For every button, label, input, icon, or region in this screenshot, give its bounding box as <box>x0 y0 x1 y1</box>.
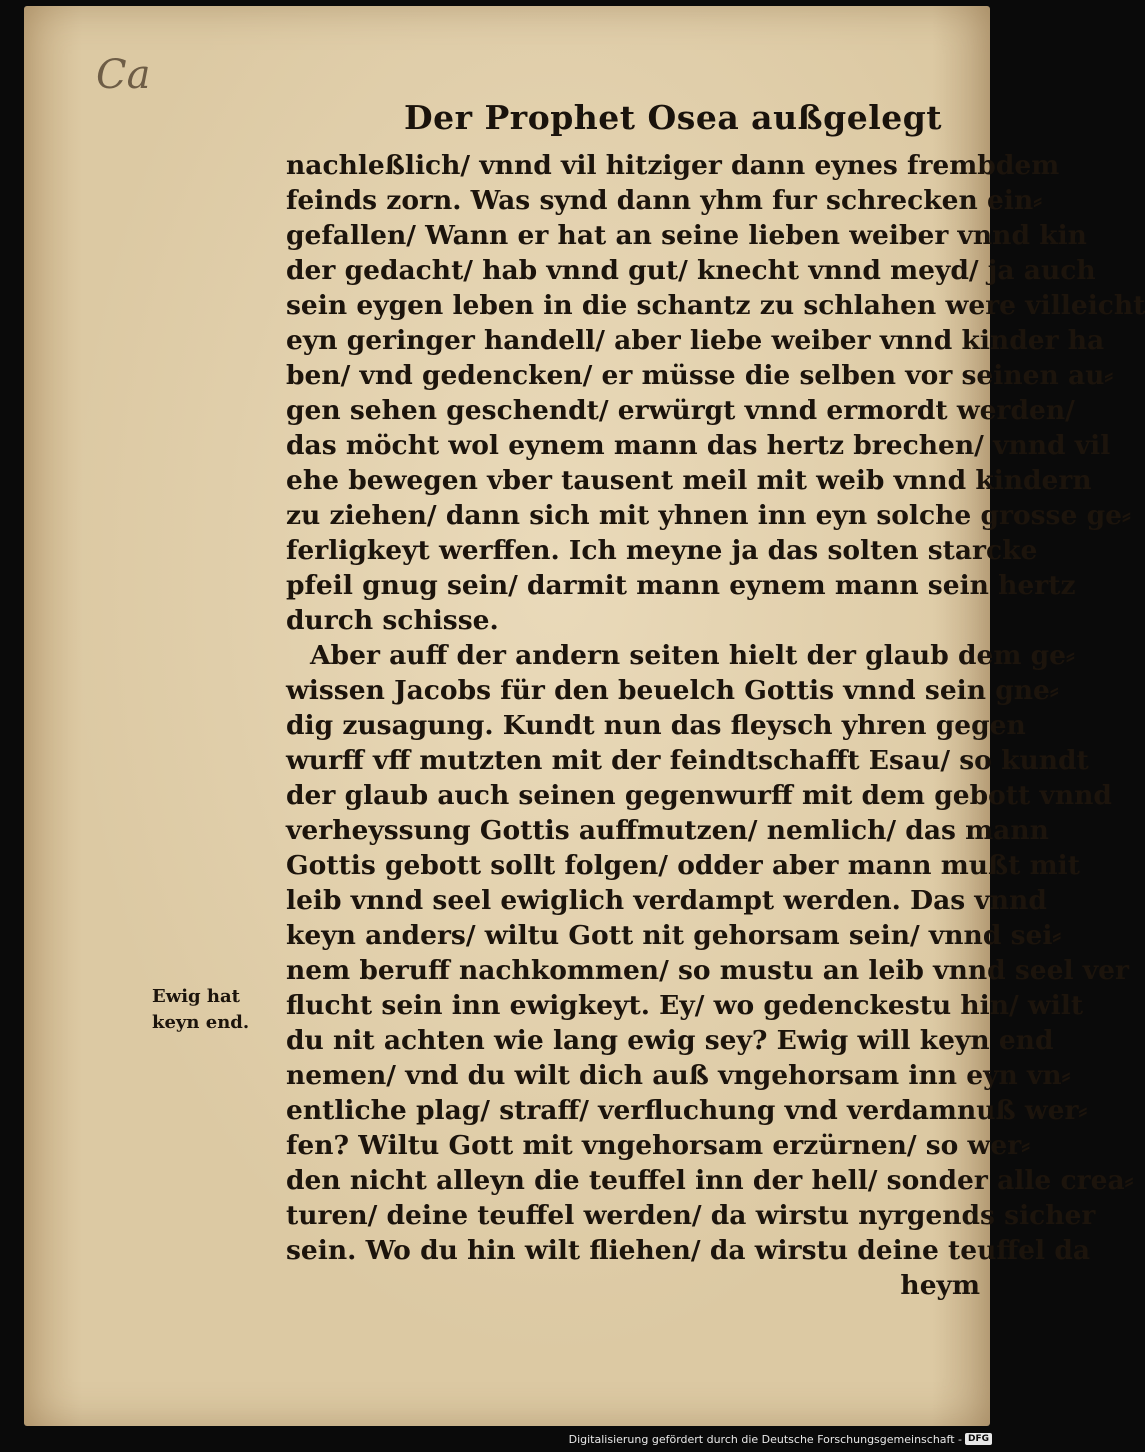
text-line: feinds zorn. Was synd dann yhm fur schrecken ein⸗ <box>286 185 1043 216</box>
text-block <box>286 148 1145 1303</box>
book-page <box>24 6 1145 1426</box>
folio-mark: Ca <box>96 52 151 98</box>
text-line: pfeil gnug sein/ darmit mann eynem mann sein hertz <box>286 570 1076 601</box>
text-line: wurff vff mutzten mit der feindtschafft Esau/ so kundt <box>286 745 1089 776</box>
text-line: sein eygen leben in die schantz zu schlahen were villeicht <box>286 290 1145 321</box>
text-line: sein. Wo du hin wilt fliehen/ da wirstu deine teuffel da <box>286 1235 1091 1266</box>
text-line: entliche plag/ straff/ verfluchung vnd verdamnuß wer⸗ <box>286 1095 1088 1126</box>
text-line: du nit achten wie lang ewig sey? Ewig will keyn end <box>286 1025 1054 1056</box>
text-line: nemen/ vnd du wilt dich auß vngehorsam inn eyn vn⸗ <box>286 1060 1071 1091</box>
text-line: verheyssung Gottis auffmutzen/ nemlich/ das mann <box>286 815 1049 846</box>
text-line: flucht sein inn ewigkeyt. Ey/ wo gedenckestu hin/ wilt <box>286 990 1084 1021</box>
text-line: fen? Wiltu Gott mit vngehorsam erzürnen/ so wer⸗ <box>286 1130 1031 1161</box>
text-line: das möcht wol eynem mann das hertz brechen/ vnnd vil <box>286 430 1111 461</box>
margin-note <box>152 984 262 1036</box>
text-line: Aber auff der andern seiten hielt der glaub dem ge⸗ <box>310 640 1075 671</box>
text-line: keyn anders/ wiltu Gott nit gehorsam sein/ vnnd sei⸗ <box>286 920 1062 951</box>
digitization-footer <box>0 1430 1000 1452</box>
text-line: den nicht alleyn die teuffel inn der hell/ sonder alle crea⸗ <box>286 1165 1134 1196</box>
text-line: wissen Jacobs für den beuelch Gottis vnnd sein gne⸗ <box>286 675 1059 706</box>
text-line: gefallen/ Wann er hat an seine lieben weiber vnnd kin <box>286 220 1087 251</box>
text-line: eyn geringer handell/ aber liebe weiber vnnd kinder ha <box>286 325 1105 356</box>
margin-note-line: keyn end. <box>152 1012 250 1033</box>
margin-note-line: Ewig hat <box>152 986 240 1007</box>
running-head: Der Prophet Osea außgelegt <box>404 98 943 137</box>
text-line: ehe bewegen vber tausent meil mit weib vnnd kindern <box>286 465 1092 496</box>
text-line: durch schisse. <box>286 605 499 636</box>
text-line: ben/ vnd gedencken/ er müsse die selben vor seinen au⸗ <box>286 360 1114 391</box>
catchword: heym <box>900 1270 980 1301</box>
text-line: der glaub auch seinen gegenwurff mit dem gebott vnnd <box>286 780 1112 811</box>
footer-credit: Digitalisierung gefördert durch die Deutsche Forschungsgemeinschaft - <box>568 1433 962 1446</box>
text-line: ferligkeyt werffen. Ich meyne ja das solten starcke <box>286 535 1038 566</box>
text-line: gen sehen geschendt/ erwürgt vnnd ermordt werden/ <box>286 395 1075 426</box>
text-line: leib vnnd seel ewiglich verdampt werden. Das vnnd <box>286 885 1047 916</box>
text-line: nem beruff nachkommen/ so mustu an leib vnnd seel ver <box>286 955 1130 986</box>
text-line: Gottis gebott sollt folgen/ odder aber mann mußt mit <box>286 850 1080 881</box>
text-line: der gedacht/ hab vnnd gut/ knecht vnnd meyd/ ja auch <box>286 255 1096 286</box>
text-line: turen/ deine teuffel werden/ da wirstu nyrgends sicher <box>286 1200 1096 1231</box>
dfg-logo: DFG <box>965 1433 992 1445</box>
text-line: nachleßlich/ vnnd vil hitziger dann eynes frembdem <box>286 150 1060 181</box>
text-line: zu ziehen/ dann sich mit yhnen inn eyn solche grosse ge⸗ <box>286 500 1131 531</box>
text-line: dig zusagung. Kundt nun das fleysch yhren gegen <box>286 710 1026 741</box>
